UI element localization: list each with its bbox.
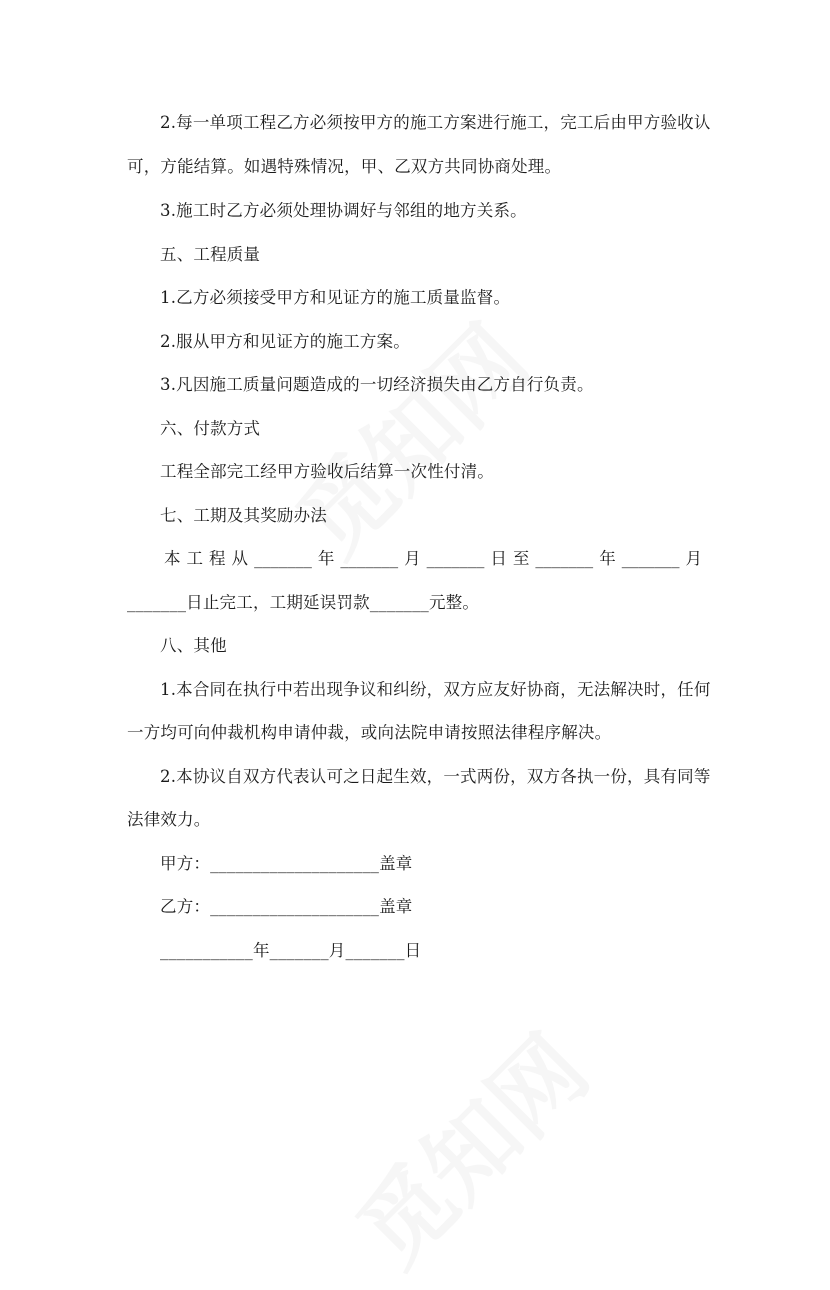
paragraph-line: 1.本合同在执行中若出现争议和纠纷，双方应友好协商，无法解决时，任何	[160, 680, 711, 699]
watermark	[324, 1002, 613, 1290]
party-b-signature: 乙方：____________________盖章	[160, 897, 413, 916]
paragraph-line: 可，方能结算。如遇特殊情况，甲、乙双方共同协商处理。	[127, 157, 562, 176]
text-segment: 工	[186, 549, 204, 568]
section-heading: 八、其他	[160, 636, 227, 655]
text-segment: 月	[404, 549, 421, 568]
blank-field: _______	[535, 549, 594, 568]
blank-field: _______	[340, 549, 399, 568]
paragraph-line: _______日止完工，工期延误罚款_______元整。	[127, 593, 480, 612]
party-a-signature: 甲方：____________________盖章	[160, 854, 413, 873]
paragraph-line: 3.凡因施工质量问题造成的一切经济损失由乙方自行负责。	[160, 375, 594, 394]
blank-field: _______	[254, 549, 312, 568]
text-segment: 年	[599, 549, 616, 568]
blank-field: _______	[426, 549, 485, 568]
paragraph-line: 工程全部完工经甲方验收后结算一次性付清。	[160, 462, 494, 481]
text-segment: 程	[209, 549, 226, 568]
section-heading: 七、工期及其奖励办法	[160, 506, 327, 525]
schedule-line	[164, 548, 702, 570]
paragraph-line: 2.每一单项工程乙方必须按甲方的施工方案进行施工，完工后由甲方验收认	[160, 113, 711, 132]
section-heading: 五、工程质量	[160, 245, 261, 264]
paragraph-line: 3.施工时乙方必须处理协调好与邻组的地方关系。	[160, 201, 527, 220]
text-segment: 本	[164, 549, 181, 568]
paragraph-line: 2.服从甲方和见证方的施工方案。	[160, 332, 410, 351]
section-heading: 六、付款方式	[160, 419, 261, 438]
paragraph-line: 1.乙方必须接受甲方和见证方的施工质量监督。	[160, 288, 511, 307]
text-segment: 从	[231, 549, 249, 568]
signing-date: ___________年_______月_______日	[160, 941, 422, 960]
text-segment: 年	[317, 549, 335, 568]
paragraph-line: 2.本协议自双方代表认可之日起生效，一式两份，双方各执一份，具有同等	[160, 767, 711, 786]
text-segment: 至	[512, 549, 530, 568]
paragraph-line: 一方均可向仲裁机构申请仲裁，或向法院申请按照法律程序解决。	[127, 723, 612, 742]
text-segment: 日	[490, 549, 507, 568]
paragraph-line: 法律效力。	[127, 810, 211, 829]
text-segment: 月	[685, 549, 702, 568]
blank-field: _______	[621, 549, 680, 568]
